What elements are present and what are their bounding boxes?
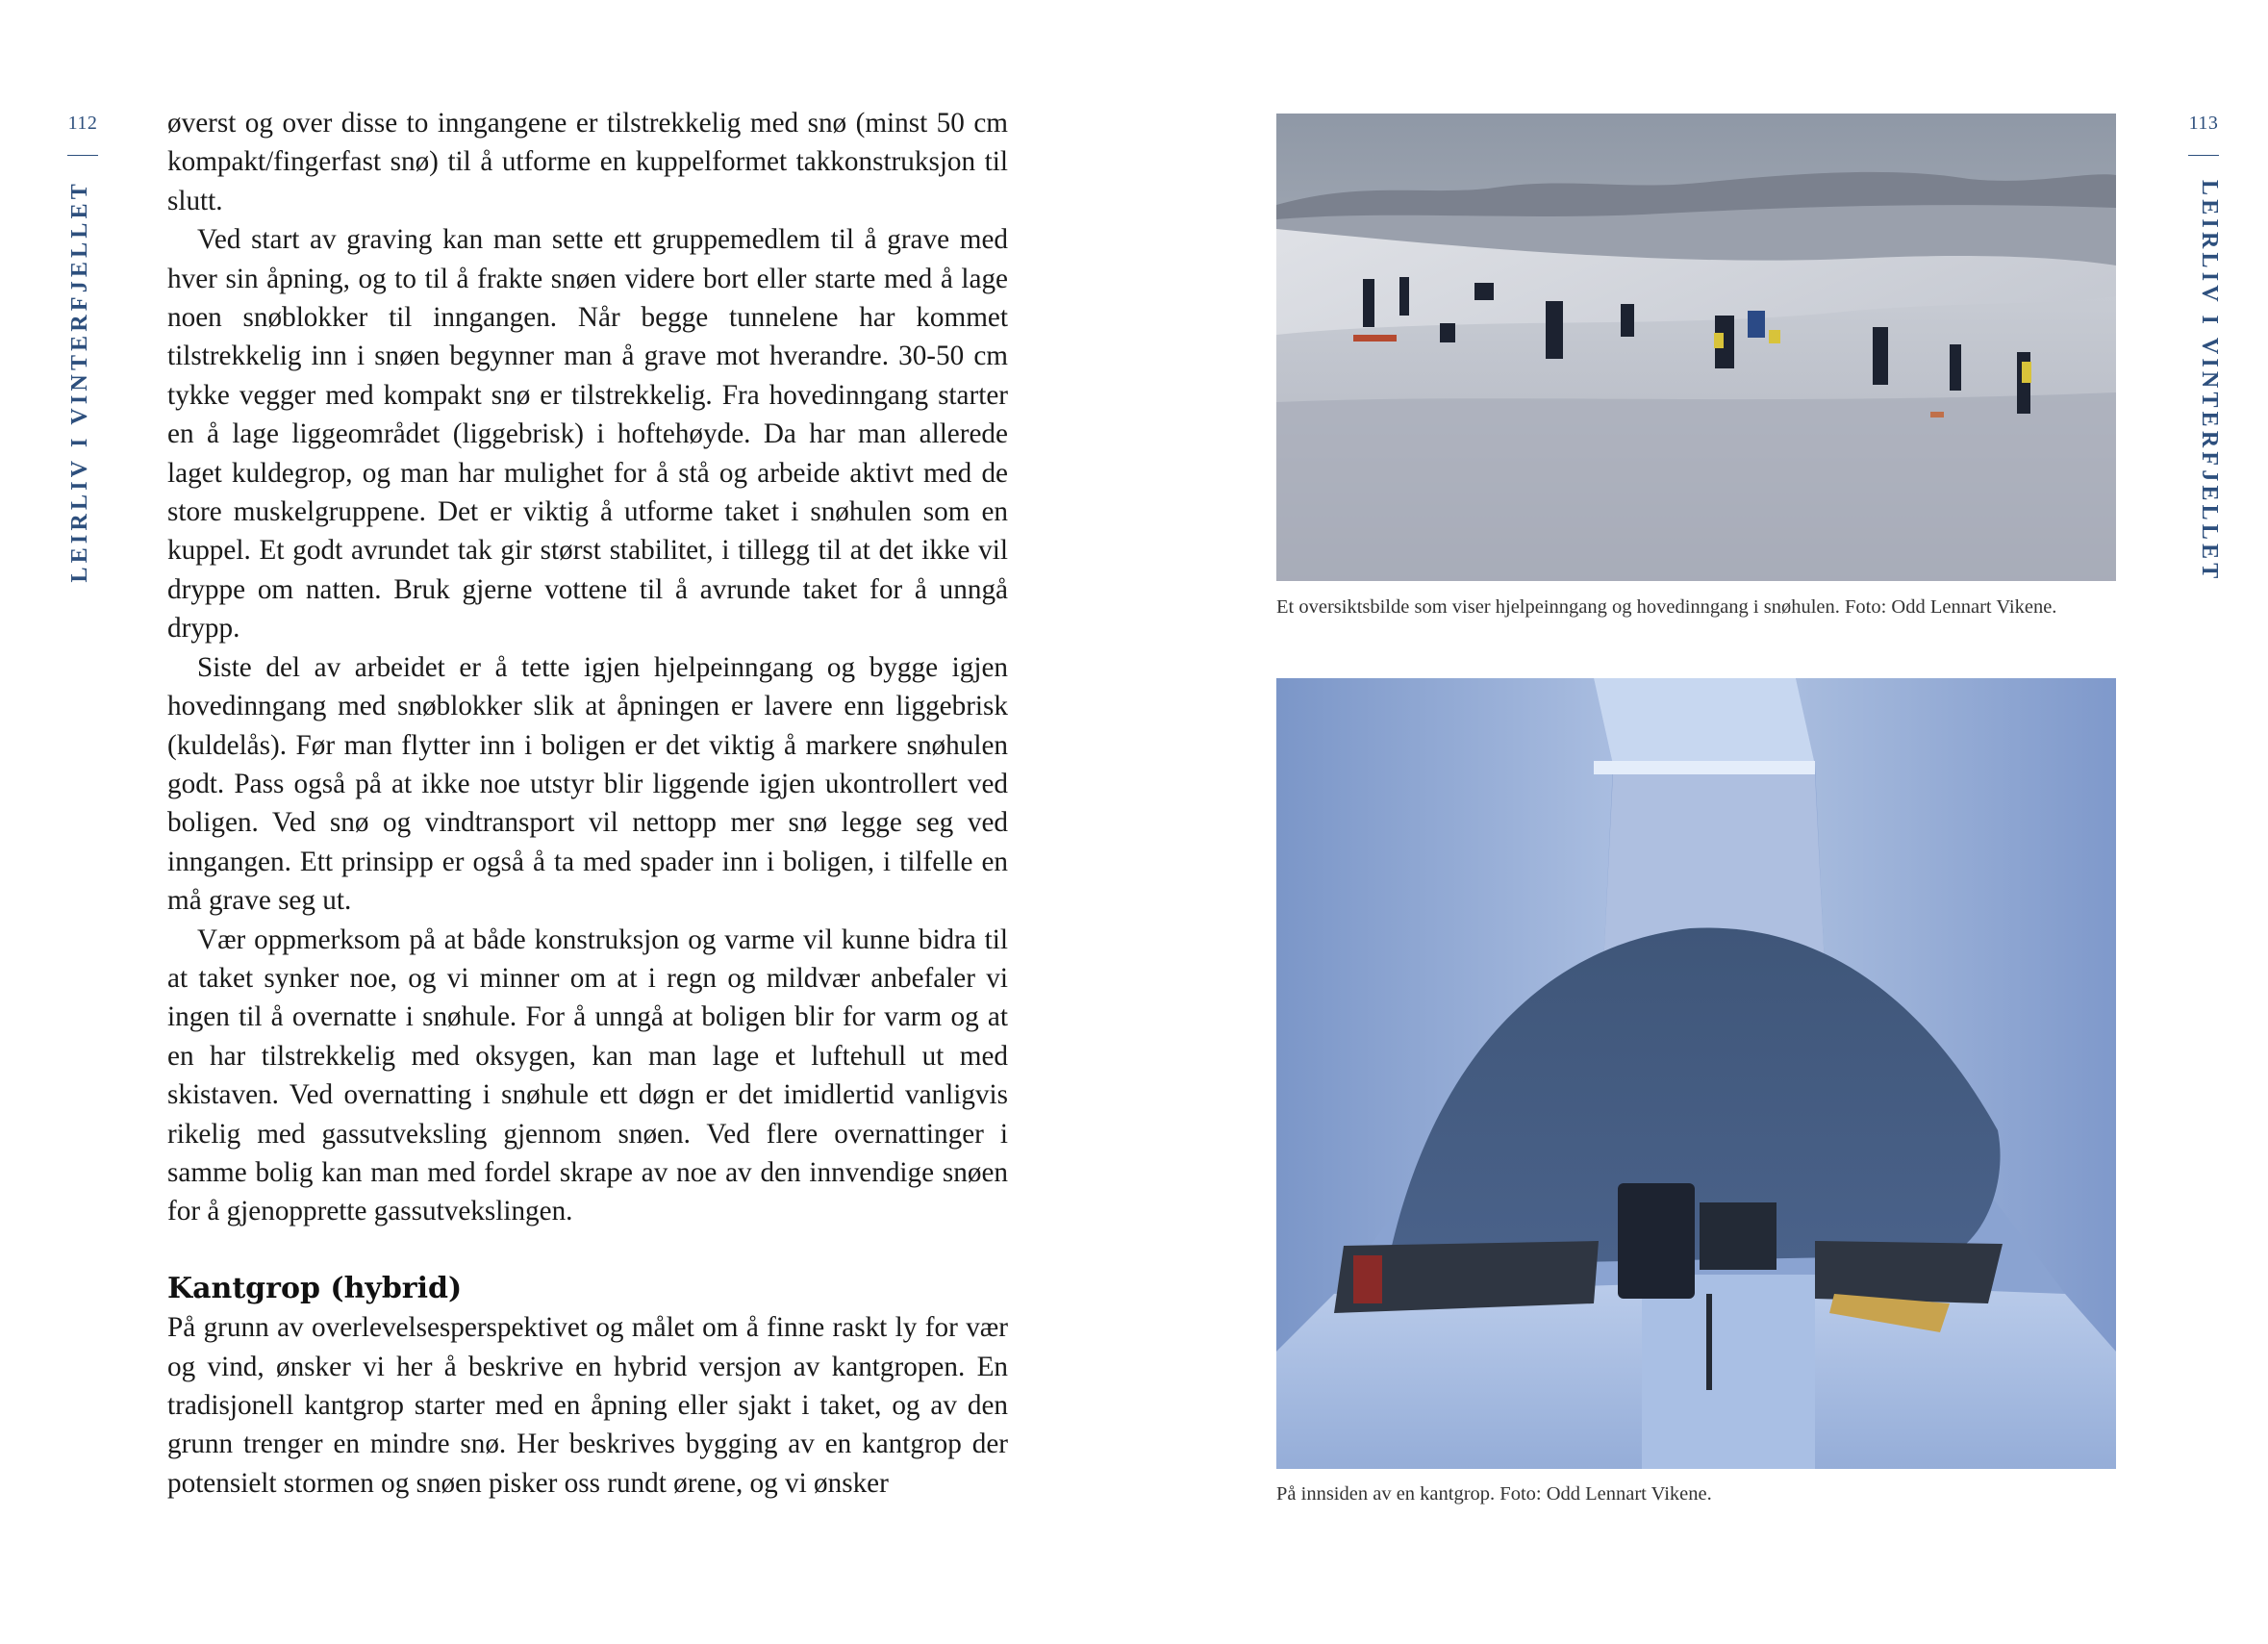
figure-caption: På innsiden av en kantgrop. Foto: Odd Lennart Vikene. (1276, 1483, 1712, 1505)
section-heading: Kantgrop (hybrid) (167, 1271, 463, 1305)
body-text-column (167, 104, 1008, 1503)
paragraph: øverst og over disse to inngangene er tilstrekkelig med snø (minst 50 cm kompakt/fingerfast snø) til å utforme en kuppelformet takkonstruksjon til slutt. (167, 108, 1008, 216)
paragraph: Siste del av arbeidet er å tette igjen hjelpeinngang og bygge igjen hovedinngang med snøblokker slik at åpningen er lavere enn liggebrisk (kuldelås). Før man flytter inn i boligen er det viktig å markere snøhulen godt. Pass også på at ikke noe utstyr blir liggende igjen ukontrollert ved boligen. Ved snø og vindtransport vil nettopp mer snø legge seg ved inngangen. Ett prinsipp er også å ta med spader inn i boligen, i tilfelle en må grave seg ut. (167, 651, 1008, 917)
running-head-right: LEIRLIV I VINTERFJELLET (2197, 180, 2222, 583)
paragraph: På grunn av overlevelsesperspektivet og målet om å finne raskt ly for vær og vind, ønsker vi her å beskrive en hybrid versjon av kantgropen. En tradisjonell kantgrop starter med en åpning eller sjakt i taket, og av den grunn trenger en mindre snø. Her beskrives bygging av en kantgrop der potensielt stormen og snøen pisker oss rundt ørene, og vi ønsker (167, 1312, 1008, 1499)
figure-caption: Et oversiktsbilde som viser hjelpeinngang og hovedinngang i snøhulen. Foto: Odd Lennart Vikene. (1276, 596, 2057, 618)
paragraph: Ved start av graving kan man sette ett gruppemedlem til å grave med hver sin åpning, og to til å frakte snøen videre bort eller starte med å lage noen snøblokker til inngangen. Når begge tunnelene har kommet tilstrekkelig inn i snøen begynner man å grave mot hverandre. 30-50 cm tykke vegger med kompakt snø er tilstrekkelig. Fra hovedinngang starter en å lage liggeområdet (liggebrisk) i hoftehøyde. Da har man allerede laget kuldegrop, og man har mulighet for å stå og arbeide aktivt med de store muskelgruppene. Det er viktig å utforme taket i snøhulen som en kuppel. Et godt avrundet tak gir størst stabilitet, i tillegg til at det ikke vil dryppe om natten. Bruk gjerne vottene til å avrunde taket for å unngå drypp. (167, 224, 1008, 645)
snow-trench-photo (1276, 678, 2116, 1469)
running-head-left: LEIRLIV I VINTERFJELLET (67, 180, 92, 583)
page-number-rule-right (2188, 155, 2219, 156)
page-number-right: 113 (2188, 113, 2219, 134)
page-number-rule-left (67, 155, 98, 156)
paragraph: Vær oppmerksom på at både konstruksjon og varme vil kunne bidra til at taket synker noe, og vi minner om at i regn og mildvær anbefaler vi ingen til å overnatte i snøhule. For å unngå at boligen blir for varm og at en har tilstrekkelig med oksygen, kan man lage et luftehull ut med skistaven. Ved overnatting i snøhule ett døgn er det imidlertid vanligvis rikelig med gassutveksling gjennom snøen. Ved flere overnattinger i samme bolig kan man med fordel skrape av noe av den innvendige snøen for å gjenopprette gassutvekslingen. (167, 923, 1008, 1227)
snow-field-photo (1276, 114, 2116, 581)
page-number-left: 112 (67, 113, 98, 134)
